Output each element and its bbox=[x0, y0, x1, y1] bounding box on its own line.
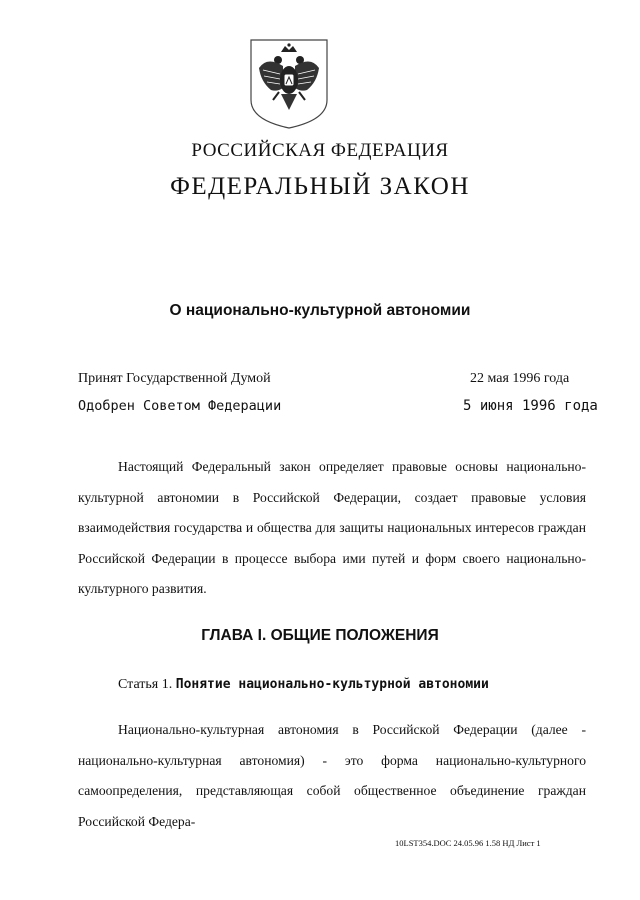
council-approval-date: 5 июня 1996 года bbox=[463, 398, 598, 414]
article-number: Статья 1. bbox=[118, 677, 173, 692]
coat-of-arms-icon bbox=[247, 38, 331, 130]
council-approval-label: Одобрен Советом Федерации bbox=[78, 398, 282, 414]
chapter-heading: ГЛАВА I. ОБЩИЕ ПОЛОЖЕНИЯ bbox=[201, 627, 439, 644]
page-footer: 10LST354.DOC 24.05.96 1.58 НД Лист 1 bbox=[395, 838, 541, 848]
article-name: Понятие национально-культурной автономии bbox=[175, 677, 489, 692]
country-heading: РОССИЙСКАЯ ФЕДЕРАЦИЯ bbox=[191, 140, 449, 161]
preamble-paragraph: Настоящий Федеральный закон определяет правовые основы национально-культурной автономии в Российской Федерации, создает правовые условия взаимодействия государства и общества для защиты национальных интересов граждан Российской Федерации в процессе выбора ими путей и форм своего национально-культурного развития. bbox=[78, 459, 586, 596]
document-type-heading: ФЕДЕРАЛЬНЫЙ ЗАКОН bbox=[170, 173, 470, 200]
duma-adoption-date: 22 мая 1996 года bbox=[470, 371, 570, 386]
duma-adoption-label: Принят Государственной Думой bbox=[78, 371, 271, 386]
article-heading bbox=[118, 677, 489, 693]
article-1-paragraph: Национально-культурная автономия в Российской Федерации (далее - национально-культурная автономия) - это форма национально-культурного самоопределения, представляющая собой общественное объединение граждан Российской Федера- bbox=[78, 722, 586, 829]
law-title: О национально-культурной автономии bbox=[169, 302, 471, 319]
